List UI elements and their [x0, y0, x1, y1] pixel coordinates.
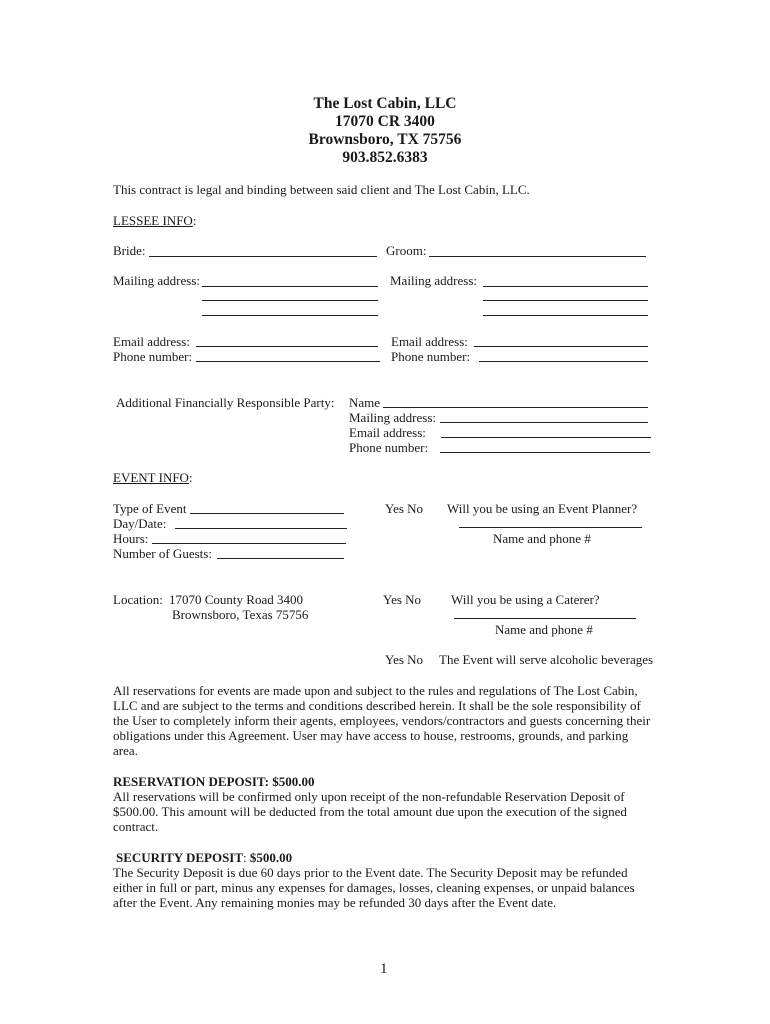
location-line1: 17070 County Road 3400 — [169, 592, 303, 607]
security-deposit-colon: : — [243, 850, 247, 865]
company-phone: 903.852.6383 — [342, 149, 428, 166]
groom-mailing-field-1[interactable] — [483, 286, 648, 287]
groom-phone-field[interactable] — [479, 361, 648, 362]
event-hours-field[interactable] — [152, 543, 346, 544]
groom-phone-label: Phone number: — [391, 349, 471, 364]
groom-label: Groom: — [386, 243, 427, 258]
bride-field[interactable] — [149, 256, 377, 257]
bride-mailing-field-2[interactable] — [202, 300, 378, 301]
bride-label: Bride: — [113, 243, 146, 258]
bride-mailing-label: Mailing address: — [113, 273, 201, 288]
company-name: The Lost Cabin, LLC — [313, 95, 457, 112]
additional-party-label: Additional Financially Responsible Party: — [116, 395, 335, 410]
planner-yes-no[interactable]: Yes No — [385, 501, 424, 516]
caterer-name-phone-label: Name and phone # — [495, 622, 593, 637]
additional-phone-field[interactable] — [440, 452, 650, 453]
bride-email-label: Email address: — [113, 334, 190, 349]
location-label: Location: — [113, 592, 163, 607]
bride-mailing-field-3[interactable] — [202, 315, 378, 316]
company-address-line1: 17070 CR 3400 — [335, 113, 435, 130]
additional-email-field[interactable] — [441, 437, 651, 438]
bride-mailing-field-1[interactable] — [202, 286, 378, 287]
additional-name-field[interactable] — [383, 407, 648, 408]
planner-name-phone-label: Name and phone # — [493, 531, 591, 546]
groom-email-field[interactable] — [474, 346, 648, 347]
event-heading-text: EVENT INFO — [113, 470, 189, 485]
location-line2: Brownsboro, Texas 75756 — [172, 607, 309, 622]
event-hours-label: Hours: — [113, 531, 149, 546]
security-deposit-heading — [116, 850, 292, 865]
groom-mailing-field-3[interactable] — [483, 315, 648, 316]
alcohol-statement: The Event will serve alcoholic beverages — [439, 652, 654, 667]
caterer-name-phone-field[interactable] — [454, 618, 636, 619]
lessee-heading — [113, 213, 196, 228]
security-deposit-amount: $500.00 — [249, 850, 293, 865]
intro-text: This contract is legal and binding between said client and The Lost Cabin, LLC. — [113, 182, 530, 197]
additional-name-label: Name — [349, 395, 381, 410]
event-date-label: Day/Date: — [113, 516, 167, 531]
groom-field[interactable] — [429, 256, 646, 257]
groom-mailing-label: Mailing address: — [390, 273, 478, 288]
reservation-deposit-text: All reservations will be confirmed only upon receipt of the non-refundable Reservation Deposit of $500.00. This amount will be deducted from the total amount due upon the execution of the signed contract. — [113, 789, 627, 834]
reservation-deposit-heading: RESERVATION DEPOSIT: $500.00 — [113, 774, 315, 789]
additional-phone-label: Phone number: — [349, 440, 429, 455]
event-type-field[interactable] — [190, 513, 344, 514]
additional-email-label: Email address: — [349, 425, 426, 440]
bride-email-field[interactable] — [196, 346, 378, 347]
bride-phone-field[interactable] — [196, 361, 380, 362]
event-guests-field[interactable] — [217, 558, 344, 559]
rules-paragraph: All reservations for events are made upon and subject to the rules and regulations of The Lost Cabin, LLC and are subject to the terms and conditions described herein. It shall be the sole responsibility of the User to completely inform their agents, employees, vendors/contractors and guests concerning their obligations under this Agreement. User may have access to house, restrooms, grounds, and parking area. — [113, 683, 651, 758]
planner-name-phone-field[interactable] — [459, 527, 642, 528]
company-address-line2: Brownsboro, TX 75756 — [308, 131, 462, 148]
lessee-heading-text: LESSEE INFO — [113, 213, 193, 228]
page-number: 1 — [380, 961, 388, 977]
security-deposit-text: The Security Deposit is due 60 days prior to the Event date. The Security Deposit may be refunded either in full or part, minus any expenses for damages, losses, cleaning expenses, or unpaid balances after the Event. Any remaining monies may be refunded 30 days after the Event date. — [113, 865, 635, 910]
lessee-heading-colon: : — [192, 213, 197, 228]
additional-mailing-field[interactable] — [440, 422, 648, 423]
bride-phone-label: Phone number: — [113, 349, 193, 364]
planner-question: Will you be using an Event Planner? — [447, 501, 638, 516]
caterer-yes-no[interactable]: Yes No — [383, 592, 422, 607]
event-guests-label: Number of Guests: — [113, 546, 212, 561]
event-date-field[interactable] — [175, 528, 347, 529]
caterer-question: Will you be using a Caterer? — [451, 592, 600, 607]
event-heading-colon: : — [188, 470, 193, 485]
groom-email-label: Email address: — [391, 334, 468, 349]
security-deposit-label: SECURITY DEPOSIT — [116, 850, 244, 865]
event-type-label: Type of Event — [113, 501, 187, 516]
alcohol-yes-no[interactable]: Yes No — [385, 652, 424, 667]
additional-mailing-label: Mailing address: — [349, 410, 437, 425]
groom-mailing-field-2[interactable] — [483, 300, 648, 301]
event-heading — [113, 470, 193, 485]
